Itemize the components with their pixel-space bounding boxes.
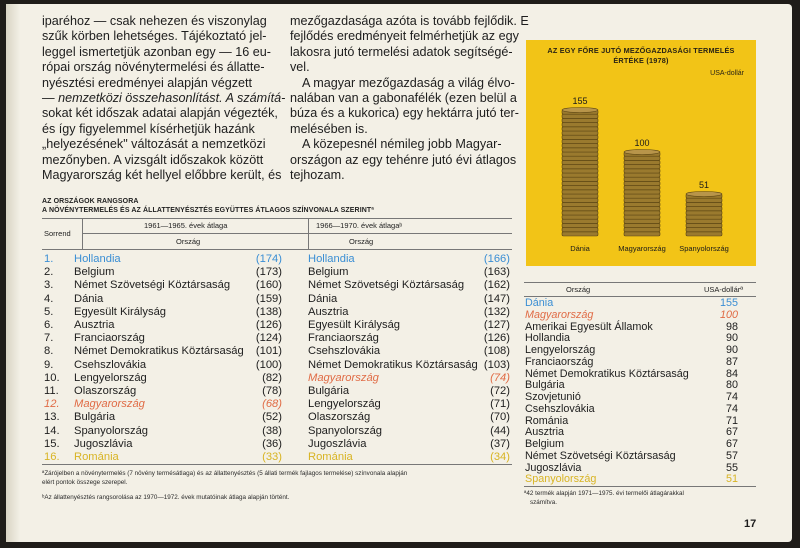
footnote-a-line1: ªZárójelben a növénytermelés (7 növény termésátlaga) és az állattenyésztés (5 állati termék fajlagos termelése) színvonala alapján <box>42 470 408 477</box>
coin <box>562 144 598 148</box>
coin-top <box>624 150 660 155</box>
ranking-value: 55 <box>725 461 738 474</box>
value-cell-2: (147) <box>483 292 510 305</box>
body-text-column-2 <box>290 14 529 183</box>
coin <box>562 114 598 118</box>
value-cell-1: (100) <box>255 358 282 371</box>
rank-cell: 3. <box>44 279 54 292</box>
rank-divider <box>82 218 83 250</box>
ranking-country: Bulgária <box>525 379 565 392</box>
value-cell-2: (162) <box>483 279 510 292</box>
ranking-country: Német Demokratikus Köztársaság <box>525 367 689 380</box>
country-cell-1: Románia <box>74 451 119 463</box>
rank-cell: 7. <box>44 332 54 345</box>
coin <box>686 198 722 202</box>
country-cell-1: Belgium <box>74 266 115 279</box>
coin <box>624 211 660 215</box>
coin <box>562 223 598 227</box>
bar-category-label: Spanyolország <box>679 244 729 253</box>
bar-category-label: Magyarország <box>618 244 666 253</box>
ranking-value: 155 <box>719 297 738 309</box>
coin <box>562 186 598 190</box>
rank-cell: 2. <box>44 266 54 279</box>
coin <box>686 215 722 219</box>
text-line: tejhozam. <box>290 168 345 183</box>
coin <box>624 165 660 169</box>
coin <box>686 202 722 206</box>
chart-unit-label: USA-dollár <box>710 70 744 77</box>
text-line: melésében is. <box>290 121 368 136</box>
country-cell-2: Ausztria <box>308 305 349 318</box>
coin <box>562 211 598 215</box>
rank-cell: 1. <box>44 253 54 265</box>
coin <box>562 215 598 219</box>
value-cell-1: (126) <box>255 319 282 331</box>
text-line: — nemzetközi összehasonlítást. A számítá- <box>42 91 286 106</box>
text-line: fejlődés eredményeit felmérhetjük az egy <box>290 29 519 44</box>
coin <box>562 152 598 156</box>
country-cell-1: Franciaország <box>74 332 145 345</box>
value-cell-1: (159) <box>255 292 282 305</box>
value-cell-2: (34) <box>490 451 510 463</box>
rank-cell: 11. <box>44 385 59 397</box>
coin <box>624 186 660 190</box>
value-cell-2: (70) <box>490 411 510 424</box>
coin <box>624 169 660 173</box>
bar-category-label: Dánia <box>570 244 590 253</box>
country-cell-2: Olaszország <box>308 411 371 424</box>
ranking-country: Német Szövetségi Köztársaság <box>525 449 676 462</box>
ranking-value: 84 <box>725 367 738 380</box>
country-cell-2: Bulgária <box>308 385 350 397</box>
text-line: iparéhoz — csak nehezen és viszonylag <box>42 14 267 28</box>
country-cell-2: Hollandia <box>308 253 355 265</box>
value-cell-1: (36) <box>262 437 282 450</box>
value-cell-1: (78) <box>262 385 282 397</box>
ranking-value: 57 <box>725 449 738 462</box>
value-cell-2: (44) <box>490 424 510 437</box>
value-cell-2: (71) <box>490 398 510 411</box>
text-line: „helyezésének" változását a nemzetközi <box>42 137 266 152</box>
country-cell-1: Jugoszlávia <box>74 437 133 450</box>
country-cell-2: Belgium <box>308 266 349 279</box>
ranking-top-rule <box>524 282 756 283</box>
page-binding <box>6 4 20 542</box>
country-cell-1: Egyesült Királyság <box>74 305 167 318</box>
coin <box>562 135 598 139</box>
coin <box>686 232 722 236</box>
text-line: leggel ismertetjük azonban egy — 16 eu- <box>42 44 271 59</box>
coin <box>562 194 598 198</box>
coin <box>686 219 722 223</box>
text-line: országon az egy tehénre jutó évi átlagos <box>290 152 517 167</box>
country-cell-1: Bulgária <box>74 411 116 424</box>
value-cell-1: (174) <box>255 253 282 265</box>
ranking-country: Dánia <box>525 297 554 309</box>
text-line: búza és a kukorica) egy hektárra jutó ter- <box>290 106 519 121</box>
text-line: vel. <box>290 60 310 75</box>
ranking-value: 67 <box>725 438 738 450</box>
country-cell-2: Egyesült Királyság <box>308 319 401 331</box>
table-title-line-2: A NÖVÉNYTERMELÉS ÉS AZ ÁLLATTENYÉSZTÉS EGYÜTTES ÁTLAGOS SZÍNVONALA SZERINTª <box>42 207 374 214</box>
ranking-country: Hollandia <box>525 332 571 345</box>
coin <box>624 181 660 185</box>
value-cell-2: (108) <box>483 345 510 358</box>
ranking-value: 90 <box>725 332 738 345</box>
text-line: rópai ország növénytermelési és állatte- <box>42 60 265 75</box>
coin <box>562 156 598 160</box>
country-cell-1: Német Demokratikus Köztársaság <box>74 345 244 358</box>
coin-stack-bar <box>624 150 660 237</box>
coin <box>624 177 660 181</box>
value-cell-2: (103) <box>483 358 510 371</box>
rank-cell: 15. <box>44 437 60 450</box>
ranking-footnote-line2: számítva. <box>530 498 557 506</box>
ranking-country: Csehszlovákia <box>525 402 595 415</box>
rank-cell: 4. <box>44 292 54 305</box>
coin <box>686 228 722 232</box>
table-title-line-1: AZ ORSZÁGOK RANGSORA <box>42 198 139 205</box>
country-cell-2: Német Demokratikus Köztársaság <box>308 358 478 371</box>
rank-cell: 8. <box>44 345 54 358</box>
footnote-b: ᵇAz állattenyésztés rangsorolása az 1970—1972. évek mutatóinak átlaga alapján történt. <box>42 494 290 501</box>
coin <box>624 223 660 227</box>
text-line: és így figyelemmel kísérhetjük hazánk <box>42 121 255 136</box>
coin <box>562 198 598 202</box>
value-cell-2: (37) <box>490 437 510 450</box>
ranking-country: Belgium <box>525 438 565 450</box>
coin <box>624 219 660 223</box>
coin <box>562 228 598 232</box>
book-page <box>6 4 792 542</box>
text-line: mezőnyben. A vizsgált időszakok között <box>42 152 264 167</box>
value-cell-2: (132) <box>483 305 510 318</box>
coin <box>624 190 660 194</box>
coin <box>624 194 660 198</box>
ranking-country: Ausztria <box>525 426 565 439</box>
text-line: nalában van a gabonafélék (ezen belül a <box>290 91 517 106</box>
coin <box>624 198 660 202</box>
value-cell-1: (38) <box>262 424 282 437</box>
coin <box>562 165 598 169</box>
ranking-country: Amerikai Egyesült Államok <box>525 320 653 333</box>
coin <box>562 131 598 135</box>
footnote-a-line2: elért pontok összege szerepel. <box>42 478 128 486</box>
page-number: 17 <box>744 518 757 530</box>
coin <box>686 223 722 227</box>
coin-stack-bar <box>562 108 598 237</box>
ranking-value: 67 <box>725 426 738 439</box>
coin <box>624 160 660 164</box>
value-cell-2: (126) <box>483 332 510 345</box>
value-cell-1: (33) <box>262 451 282 463</box>
period2-header: 1966—1970. évek átlagaᵇ <box>316 221 403 230</box>
bar-value-label: 100 <box>634 138 650 148</box>
coin <box>624 156 660 160</box>
text-line: szűk körben lehetséges. Tájékoztató jel- <box>42 29 267 44</box>
coin <box>562 160 598 164</box>
table-bottom-rule <box>42 464 512 465</box>
rank-cell: 12. <box>44 398 60 411</box>
coin-stack-bar <box>686 192 722 237</box>
coin <box>624 202 660 206</box>
ranking-country: Magyarország <box>525 308 594 321</box>
coin <box>562 190 598 194</box>
coin <box>562 177 598 181</box>
coin <box>562 169 598 173</box>
country-cell-1: Csehszlovákia <box>74 358 147 371</box>
coin <box>624 215 660 219</box>
body-text-column-1 <box>42 14 286 183</box>
value-cell-1: (124) <box>255 332 282 345</box>
text-line: nyésztési eredményei alapján végzett <box>42 75 253 90</box>
period1-header: 1961—1965. évek átlaga <box>144 221 228 230</box>
ranking-footnote <box>524 490 756 507</box>
rank-cell: 6. <box>44 319 54 331</box>
ranking-country: Spanyolország <box>525 473 597 486</box>
value-cell-2: (166) <box>483 253 510 265</box>
value-cell-1: (138) <box>255 305 282 318</box>
ranking-country: Jugoszlávia <box>525 461 582 474</box>
ranking-value: 74 <box>725 402 738 415</box>
ranking-value: 90 <box>725 344 738 356</box>
ranking-country: Románia <box>525 414 569 427</box>
coin <box>562 181 598 185</box>
ranking-bottom-rule <box>524 486 756 487</box>
rank-cell: 10. <box>44 371 60 384</box>
country-cell-2: Jugoszlávia <box>308 437 367 450</box>
coin <box>562 207 598 211</box>
bar-value-label: 51 <box>698 180 709 190</box>
coin <box>562 148 598 152</box>
ranking-unit-header: USA-dollárª <box>704 285 744 294</box>
coin <box>562 127 598 131</box>
rank-header: Sorrend <box>44 229 71 238</box>
ranking-value: 87 <box>725 355 738 368</box>
text-line: mezőgazdasága azóta is tovább fejlődik. E <box>290 14 529 28</box>
country-cell-1: Ausztria <box>74 319 115 331</box>
country-cell-1: Lengyelország <box>74 371 147 384</box>
value-cell-2: (163) <box>483 266 510 279</box>
coin <box>624 232 660 236</box>
coin-stack-chart <box>526 40 756 266</box>
country-cell-1: Hollandia <box>74 253 121 265</box>
chart-title: AZ EGY FŐRE JUTÓ MEZŐGAZDASÁGI TERMELÉS ÉRTÉKE (1978) <box>547 46 735 65</box>
value-cell-1: (101) <box>255 345 282 358</box>
ranking-country: Szovjetunió <box>525 391 581 403</box>
ranking-value: 98 <box>725 320 738 333</box>
value-cell-2: (72) <box>490 385 510 397</box>
coin <box>562 202 598 206</box>
value-cell-1: (82) <box>262 371 282 384</box>
text-line: Magyarország két hellyel előbbre került, és <box>42 168 282 183</box>
value-cell-1: (52) <box>262 411 282 424</box>
ranking-value: 80 <box>725 379 738 392</box>
rank-cell: 13. <box>44 411 60 424</box>
coin <box>686 211 722 215</box>
coin <box>562 173 598 177</box>
ranking-value: 74 <box>725 391 738 403</box>
country-cell-1: Német Szövetségi Köztársaság <box>74 279 231 292</box>
text-line: sokat két időszak adatai alapján végezték, <box>42 106 278 121</box>
text-line: A magyar mezőgazdaság a világ élvo- <box>302 75 515 90</box>
header-bottom-rule <box>42 249 512 250</box>
country-cell-2: Lengyelország <box>308 398 381 411</box>
footnote-a <box>42 470 512 487</box>
country-cell-2: Csehszlovákia <box>308 345 381 358</box>
value-cell-2: (74) <box>490 371 510 384</box>
rank-cell: 16. <box>44 451 60 463</box>
ranking-country-header: Ország <box>566 285 591 294</box>
country-cell-2: Románia <box>308 451 353 463</box>
bar-value-label: 155 <box>572 96 588 106</box>
coin <box>624 207 660 211</box>
value-cell-1: (160) <box>255 279 282 292</box>
country-cell-1: Magyarország <box>74 398 145 411</box>
coin-top <box>686 192 722 197</box>
country-cell-1: Spanyolország <box>74 424 149 437</box>
country-header-2: Ország <box>349 237 374 246</box>
country-cell-2: Német Szövetségi Köztársaság <box>308 279 465 292</box>
country-cell-2: Spanyolország <box>308 424 383 437</box>
ranking-value: 51 <box>725 473 738 486</box>
rank-cell: 14. <box>44 424 60 437</box>
coin <box>562 232 598 236</box>
ranking-footnote-line1: ª42 termék alapján 1971—1975. évi termelői átlagárakkal <box>524 490 684 497</box>
ranking-value: 100 <box>719 308 738 321</box>
coin <box>624 228 660 232</box>
coin <box>562 118 598 122</box>
period-underline <box>82 233 512 234</box>
chart-plot <box>526 40 756 266</box>
country-cell-2: Magyarország <box>308 371 379 384</box>
country-header-1: Ország <box>176 237 201 246</box>
table-title <box>42 197 374 215</box>
coin <box>562 219 598 223</box>
rank-cell: 9. <box>44 358 54 371</box>
coin-top <box>562 108 598 113</box>
country-cell-1: Dánia <box>74 292 104 305</box>
coin <box>624 173 660 177</box>
country-cell-1: Olaszország <box>74 385 137 397</box>
period-divider <box>308 218 309 250</box>
rank-cell: 5. <box>44 305 54 318</box>
ranking-country: Lengyelország <box>525 344 596 356</box>
text-line: lakosra jutó termelési adatok segítségé- <box>290 44 513 59</box>
coin <box>562 123 598 127</box>
table-top-rule <box>42 218 512 219</box>
coin <box>562 139 598 143</box>
ranking-country: Franciaország <box>525 355 594 368</box>
country-cell-2: Dánia <box>308 292 338 305</box>
coin <box>686 207 722 211</box>
country-cell-2: Franciaország <box>308 332 379 345</box>
ranking-value: 71 <box>725 414 738 427</box>
value-cell-2: (127) <box>483 319 510 331</box>
value-cell-1: (173) <box>255 266 282 279</box>
value-cell-1: (68) <box>262 398 282 411</box>
text-line: A közepesnél némileg jobb Magyar- <box>302 137 502 152</box>
